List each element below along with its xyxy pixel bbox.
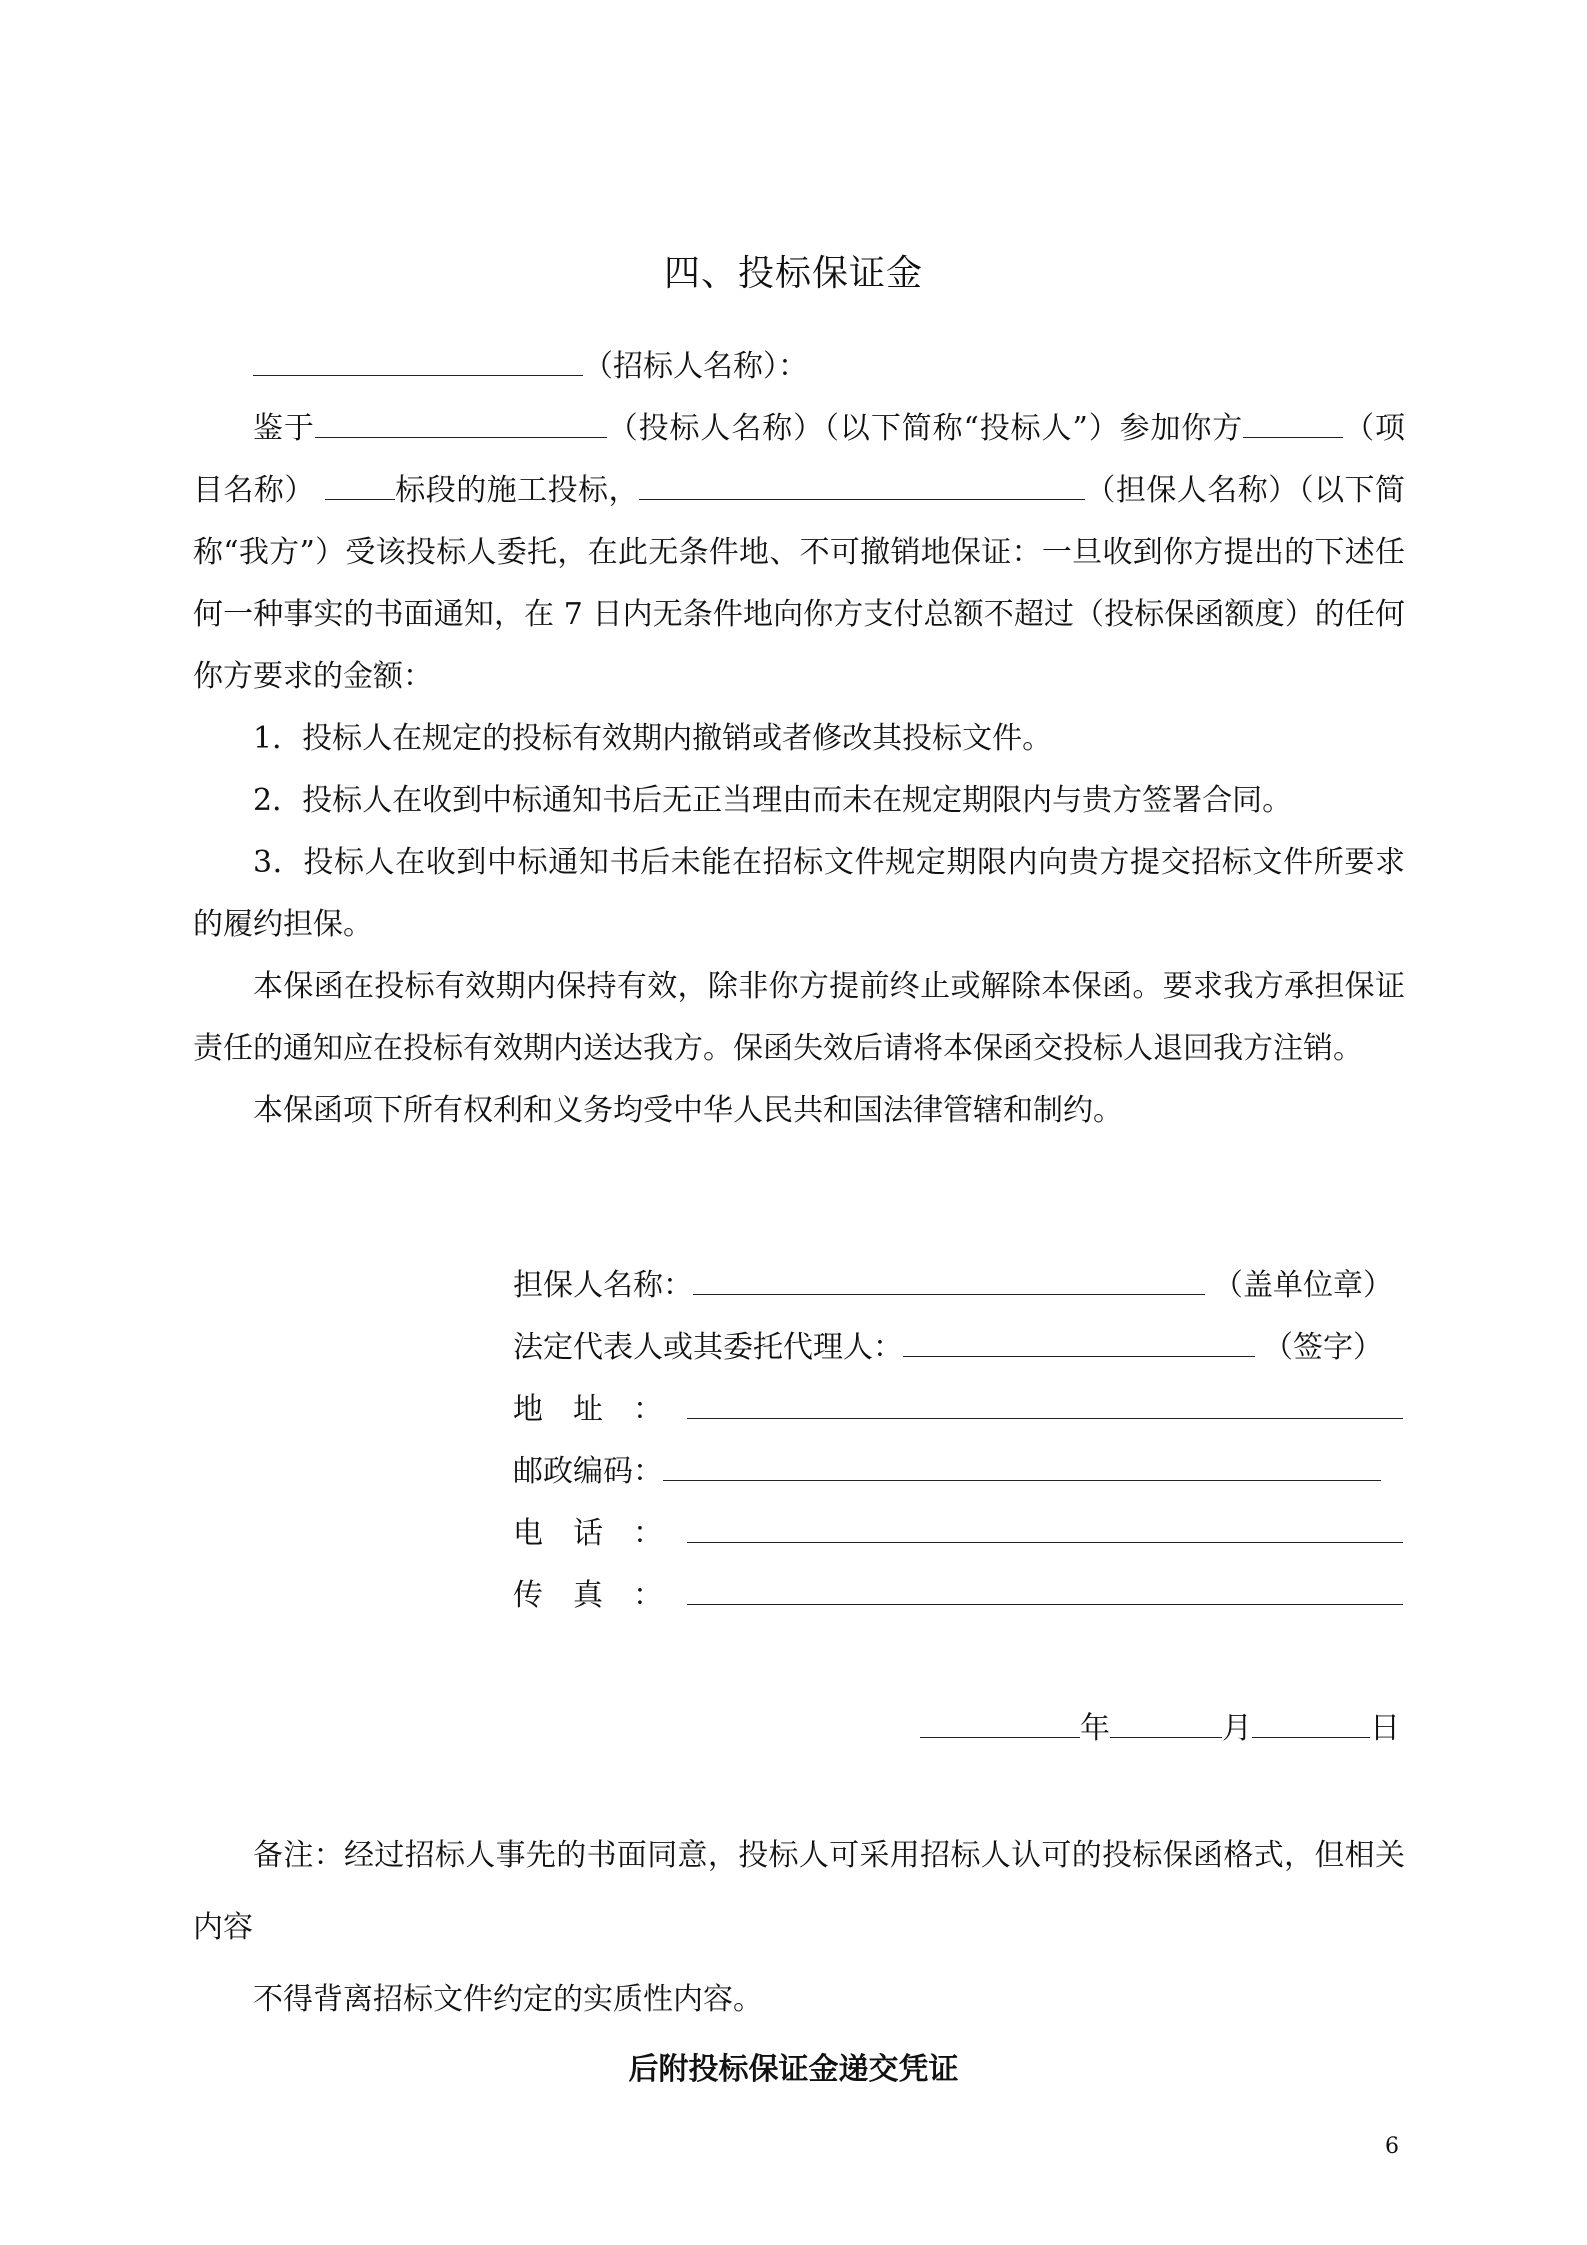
para1-part5: （担保人名称）（以下简称“我方”）受该投标人委托，在此无条件地、不可撤销地保证：一旦收到你方提出的下述任何一种事实的书面通知，在 7 日内无条件地向你方支付总额不超过（投标保函额度）的任何你方要求的金额： <box>193 473 1406 694</box>
address-row <box>513 1379 1403 1441</box>
address-line[interactable] <box>687 1394 1403 1419</box>
para1-part1: 鉴于 <box>253 411 315 446</box>
year-label: 年 <box>1080 1711 1110 1746</box>
fax-line[interactable] <box>687 1580 1403 1605</box>
postcode-row <box>513 1441 1403 1503</box>
page-number: 6 <box>1385 2134 1399 2159</box>
fax-label: 传真： <box>513 1578 693 1613</box>
guarantor-name-blank[interactable] <box>639 475 1085 500</box>
project-name-blank[interactable] <box>1243 413 1343 438</box>
para1-part3: （项目名称） <box>193 411 1406 508</box>
list-item: 2．投标人在收到中标通知书后无正当理由而未在规定期限内与贵方签署合同。 <box>253 783 1293 818</box>
tenderer-name-blank[interactable] <box>253 351 583 376</box>
paragraph-law: 本保函项下所有权利和义务均受中华人民共和国法律管辖和制约。 <box>253 1093 1123 1128</box>
remark-block <box>193 1820 1405 2036</box>
phone-line[interactable] <box>687 1518 1403 1543</box>
representative-sign-note: （签字） <box>1263 1330 1383 1365</box>
list-item: 3．投标人在收到中标通知书后未能在招标文件规定期限内向贵方提交招标文件所要求的履约担保。 <box>193 845 1405 942</box>
remark-line-1: 备注：经过招标人事先的书面同意，投标人可采用招标人认可的投标保函格式，但相关内容 <box>193 1838 1405 1945</box>
paragraph-guarantee <box>193 398 1405 708</box>
guarantor-seal-note: （盖单位章） <box>1213 1268 1393 1303</box>
bidder-name-blank[interactable] <box>315 413 607 438</box>
remark-line-2: 不得背离招标文件约定的实质性内容。 <box>253 1982 763 2017</box>
postcode-label: 邮政编码： <box>513 1454 663 1489</box>
page-title: 四、投标保证金 <box>663 253 923 294</box>
phone-label: 电话： <box>513 1516 693 1551</box>
para1-part4: 标段的施工投标， <box>394 473 639 508</box>
letter-body <box>193 336 1405 1142</box>
postcode-line[interactable] <box>663 1456 1381 1481</box>
representative-signature-line[interactable] <box>903 1332 1255 1357</box>
representative-label: 法定代表人或其委托代理人： <box>513 1330 903 1365</box>
phone-row <box>513 1503 1403 1565</box>
para1-part2: （投标人名称）（以下简称“投标人”）参加你方 <box>606 411 1244 446</box>
year-blank[interactable] <box>920 1713 1080 1738</box>
month-blank[interactable] <box>1110 1713 1222 1738</box>
signature-block <box>513 1255 1403 1627</box>
date-row <box>920 1698 1400 1760</box>
representative-row <box>513 1317 1403 1379</box>
section-blank[interactable] <box>325 475 395 500</box>
list-item: 1．投标人在规定的投标有效期内撤销或者修改其投标文件。 <box>253 721 1053 756</box>
guarantor-label: 担保人名称： <box>513 1268 693 1303</box>
salutation <box>193 336 1405 398</box>
month-label: 月 <box>1222 1711 1252 1746</box>
day-label: 日 <box>1370 1711 1400 1746</box>
paragraph-validity: 本保函在投标有效期内保持有效，除非你方提前终止或解除本保函。要求我方承担保证责任的通知应在投标有效期内送达我方。保函失效后请将本保函交投标人退回我方注销。 <box>193 969 1405 1066</box>
fax-row <box>513 1565 1403 1627</box>
salutation-suffix: （招标人名称）： <box>583 349 808 384</box>
guarantor-row <box>513 1255 1403 1317</box>
attachment-title: 后附投标保证金递交凭证 <box>628 2052 959 2087</box>
day-blank[interactable] <box>1252 1713 1370 1738</box>
address-label: 地址： <box>513 1392 693 1427</box>
guarantor-signature-line[interactable] <box>693 1270 1205 1295</box>
